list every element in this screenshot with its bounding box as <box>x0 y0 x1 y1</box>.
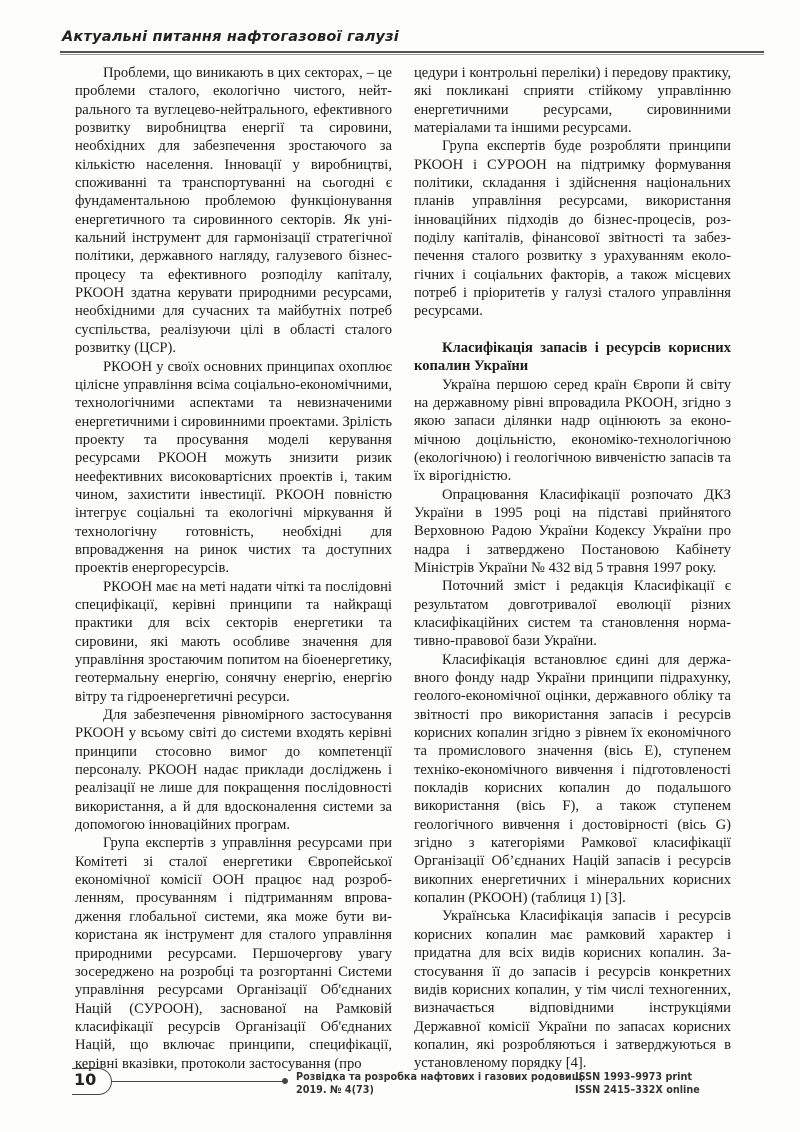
journal-info <box>296 1071 582 1097</box>
issn-online: ISSN 2415–332X online <box>575 1084 700 1096</box>
footer-rule <box>112 1081 284 1082</box>
page-number: 10 <box>74 1070 97 1089</box>
paragraph: Група експертів буде розробляти принципи РКООН і СУРООН на підтримку формування політики, складання і здійснення національних планів управління ресурсами, використання інноваційних підходів до бізнес-процесів, розподілу капіталів, фінансової звітності та забезпечення сталого розвитку з урахуванням екологічних і соціальних факторів, а також місцевих потреб і пріоритетів у галузі сталого управління ресурсами. <box>414 138 731 320</box>
running-title: Актуальні питання нафтогазової галузі <box>62 29 399 45</box>
journal-issue: 2019. № 4(73) <box>296 1084 374 1096</box>
paragraph: Для забезпечення рівномірного застосування РКООН у всьому світі до системи входять керівні принципи стосовно вимог до компетенції персоналу. РКООН надає приклади досліджень і реалізації не лише для покращення послідовності використання, а й для вдосконалення системи за допомогою інноваційних програм. <box>75 707 392 834</box>
paragraph: Проблеми, що виникають в цих секторах, – це проблеми сталого, екологічно чистого, нейтрального та вуглецево-нейтрального, ефективного розвитку виробництва енергії та сировини, необхідних для забезпечення зростаючого за кількістю населення. Інновації у виробництві, споживанні та транспортуванні на сьогодні є фундаментальною проблемою функціонування енергетичного та сировинного секторів. Як унікальний інструмент для гармонізації стратегічної політики, державного нагляду, галузевого бізнес-процесу та ефективного розподілу капіталу, РКООН здатна керувати природними ресурсами, необхідними для сучасних та майбутніх потреб суспільства, реалізуючи цілі в області сталого розвитку (ЦСР). <box>75 65 392 357</box>
issn-print: ISSN 1993–9973 print <box>575 1071 692 1083</box>
page-footer <box>0 1060 800 1132</box>
header-rule <box>60 51 764 55</box>
paragraph: Опрацювання Класифікації розпочато ДКЗ України в 1995 році на підставі прийнятого Верховною Радою України Кодексу України про надра і затверджено Постановою Кабінету Міністрів України № 432 від 5 травня 1997 року. <box>414 486 731 576</box>
paragraph: РКООН у своїх основних принципах охоплює цілісне управління всіма соціально-економічними, технологічними аспектами та невизначеними енергетичними і сировинними проектами. Зрілість проекту та просування моделі керування ресурсами РКООН можуть знизити ризик неефективних високовартісних проектів і, таким чином, захистити інвестиції. РКООН повністю інтегрує соціальні та екологічні міркування й технологічну готовність, необхідні для впровадження на ринок чистих та доступних проектів енергоресурсів. <box>75 358 392 577</box>
paragraph: Україна першою серед країн Європи й світу на державному рівні впровадила РКООН, згідно з якою запаси ділянки надр оцінюють за економічною доцільністю, економіко-технологічною (екологічною) і геологічною вивченістю запасів та їх вірогідністю. <box>414 376 731 485</box>
right-column <box>414 64 731 1073</box>
paragraph: Класифікація встановлює єдині для державного фонду надр України принципи підрахунку, геолого-економічної оцінки, державного обліку та звітності про використання запасів і ресурсів корисних копалин згідно з рівнем їх економічного та промислового значення (вісь E), ступенем техніко-економічного вивчення і підготовленості покладів корисних копалин до подальшого використання (вісь F), а також ступенем геологічного вивчення і достовірності (вісь G) згідно з категоріями Рамкової класифікації Організації Об’єднаних Націй запасів і ресурсів викопних енергетичних і мінеральних корисних копалин (РКООН) (таблиця 1) [3]. <box>414 651 731 907</box>
left-column <box>75 64 392 1073</box>
issn-info <box>575 1071 700 1097</box>
paragraph: Група експертів з управління ресурсами при Комітеті зі сталої енергетики Європейської економічної комісії ООН працює над розробленням, просуванням і підтриманням впровадження глобальної системи, яка може бути використана як інструмент для сталого управління природними ресурсами. Першочергову увагу зосереджено на розробці та розгортанні Системи управління ресурсами Організації Об'єднаних Націй (СУРООН), заснованої на Рамковій класифікації ресурсів Організації Об'єднаних Націй, що включає принципи, специфікації, керівні вказівки, протоколи застосування (про <box>75 835 392 1072</box>
paragraph: Українська Класифікація запасів і ресурсів корисних копалин має рамковий характер і придатна для всіх видів корисних копалин. Застосування її до запасів і ресурсів конкретних видів корисних копалин, у тім числі техногенних, визначається відповідними інструкціями Державної комісії України по запасах корисних копалин, які розробляються і затверджуються в установленому порядку [4]. <box>414 908 731 1072</box>
paragraph: Поточний зміст і редакція Класифікації є результатом довготривалої еволюції різних класифікаційних систем та становлення нормативно-правової бази України. <box>414 578 731 650</box>
journal-title: Розвідка та розробка нафтових і газових родовищ <box>296 1071 583 1083</box>
paragraph: РКООН має на меті надати чіткі та послідовні специфікації, керівні принципи та найкращі практики для всіх секторів енергетики та сировини, які мають особливе значення для управління зростаючим попитом на біоенергетику, геотермальну енергію, сонячну енергію, енергію вітру та гідроенергетичні ресурси. <box>75 578 392 705</box>
paragraph-continuation: цедури і контрольні переліки) і передову практику, які покликані сприяти стійкому управлінню енергетичними ресурсами, сировинними матеріалами та іншими ресурсами. <box>414 65 731 137</box>
section-heading: Класифікація запасів і ресурсів корисних копалин України <box>414 339 731 375</box>
footer-rule-dot-icon <box>282 1078 288 1084</box>
